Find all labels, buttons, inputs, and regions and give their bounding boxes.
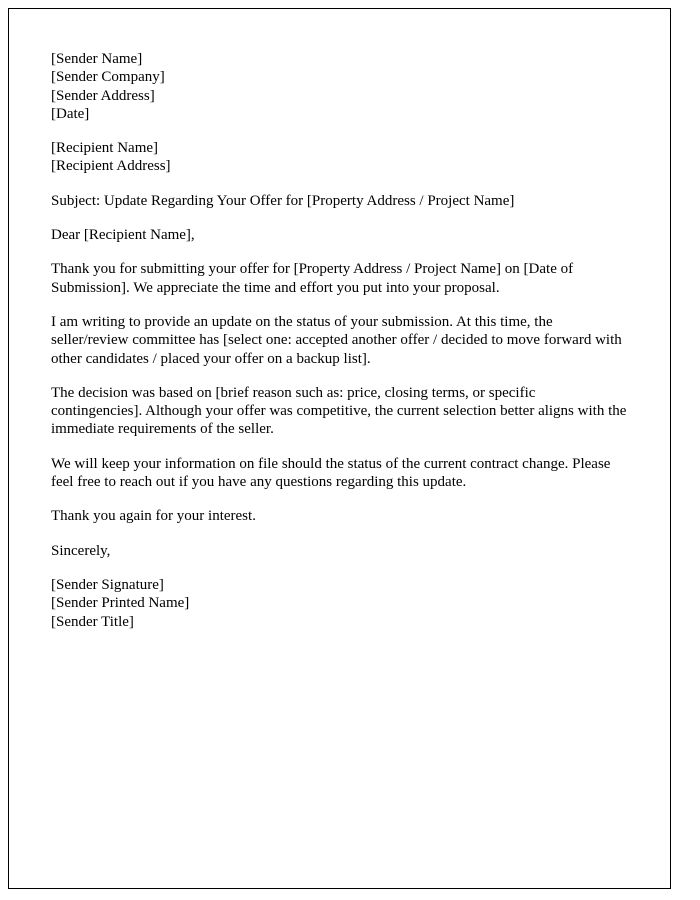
sender-title-line: [Sender Title] [51,613,134,630]
letter-page [8,8,671,889]
sender-name-line: [Sender Name] [51,51,143,67]
recipient-name-line: [Recipient Name] [51,140,159,157]
letter-content [9,9,670,631]
letter-paragraph-4: We will keep your information on file should the status of the current contract change. Please feel free to reach out if you have any questions regarding this update. [51,455,611,491]
sender-printed-name-line: [Sender Printed Name] [51,595,190,612]
signature-block [51,576,630,631]
letter-paragraph-1: Thank you for submitting your offer for [Property Address / Project Name] on [Date of Submission]. We appreciate the time and effort you put into your proposal. [51,261,574,296]
date-line: [Date] [51,105,90,122]
sender-address-line: [Sender Address] [51,87,155,104]
subject-line: Subject: Update Regarding Your Offer for [Property Address / Project Name] [51,192,515,209]
sender-company-line: [Sender Company] [51,69,165,86]
recipient-block [51,139,630,176]
letter-paragraph-3: The decision was based on [brief reason such as: price, closing terms, or specific contingencies]. Although your offer was competitive, the current selection better aligns with the immediate requirements of the seller. [51,384,627,438]
closing-line: Sincerely, [51,542,111,559]
salutation: Dear [Recipient Name], [51,227,195,244]
sender-signature-line: [Sender Signature] [51,576,164,593]
letter-paragraph-2: I am writing to provide an update on the status of your submission. At this time, the seller/review committee has [select one: accepted another offer / decided to move forward with other candidates / placed your offer on a backup list]. [51,313,622,367]
recipient-address-line: [Recipient Address] [51,158,171,175]
letter-paragraph-5: Thank you again for your interest. [51,508,256,525]
sender-block [51,50,630,123]
